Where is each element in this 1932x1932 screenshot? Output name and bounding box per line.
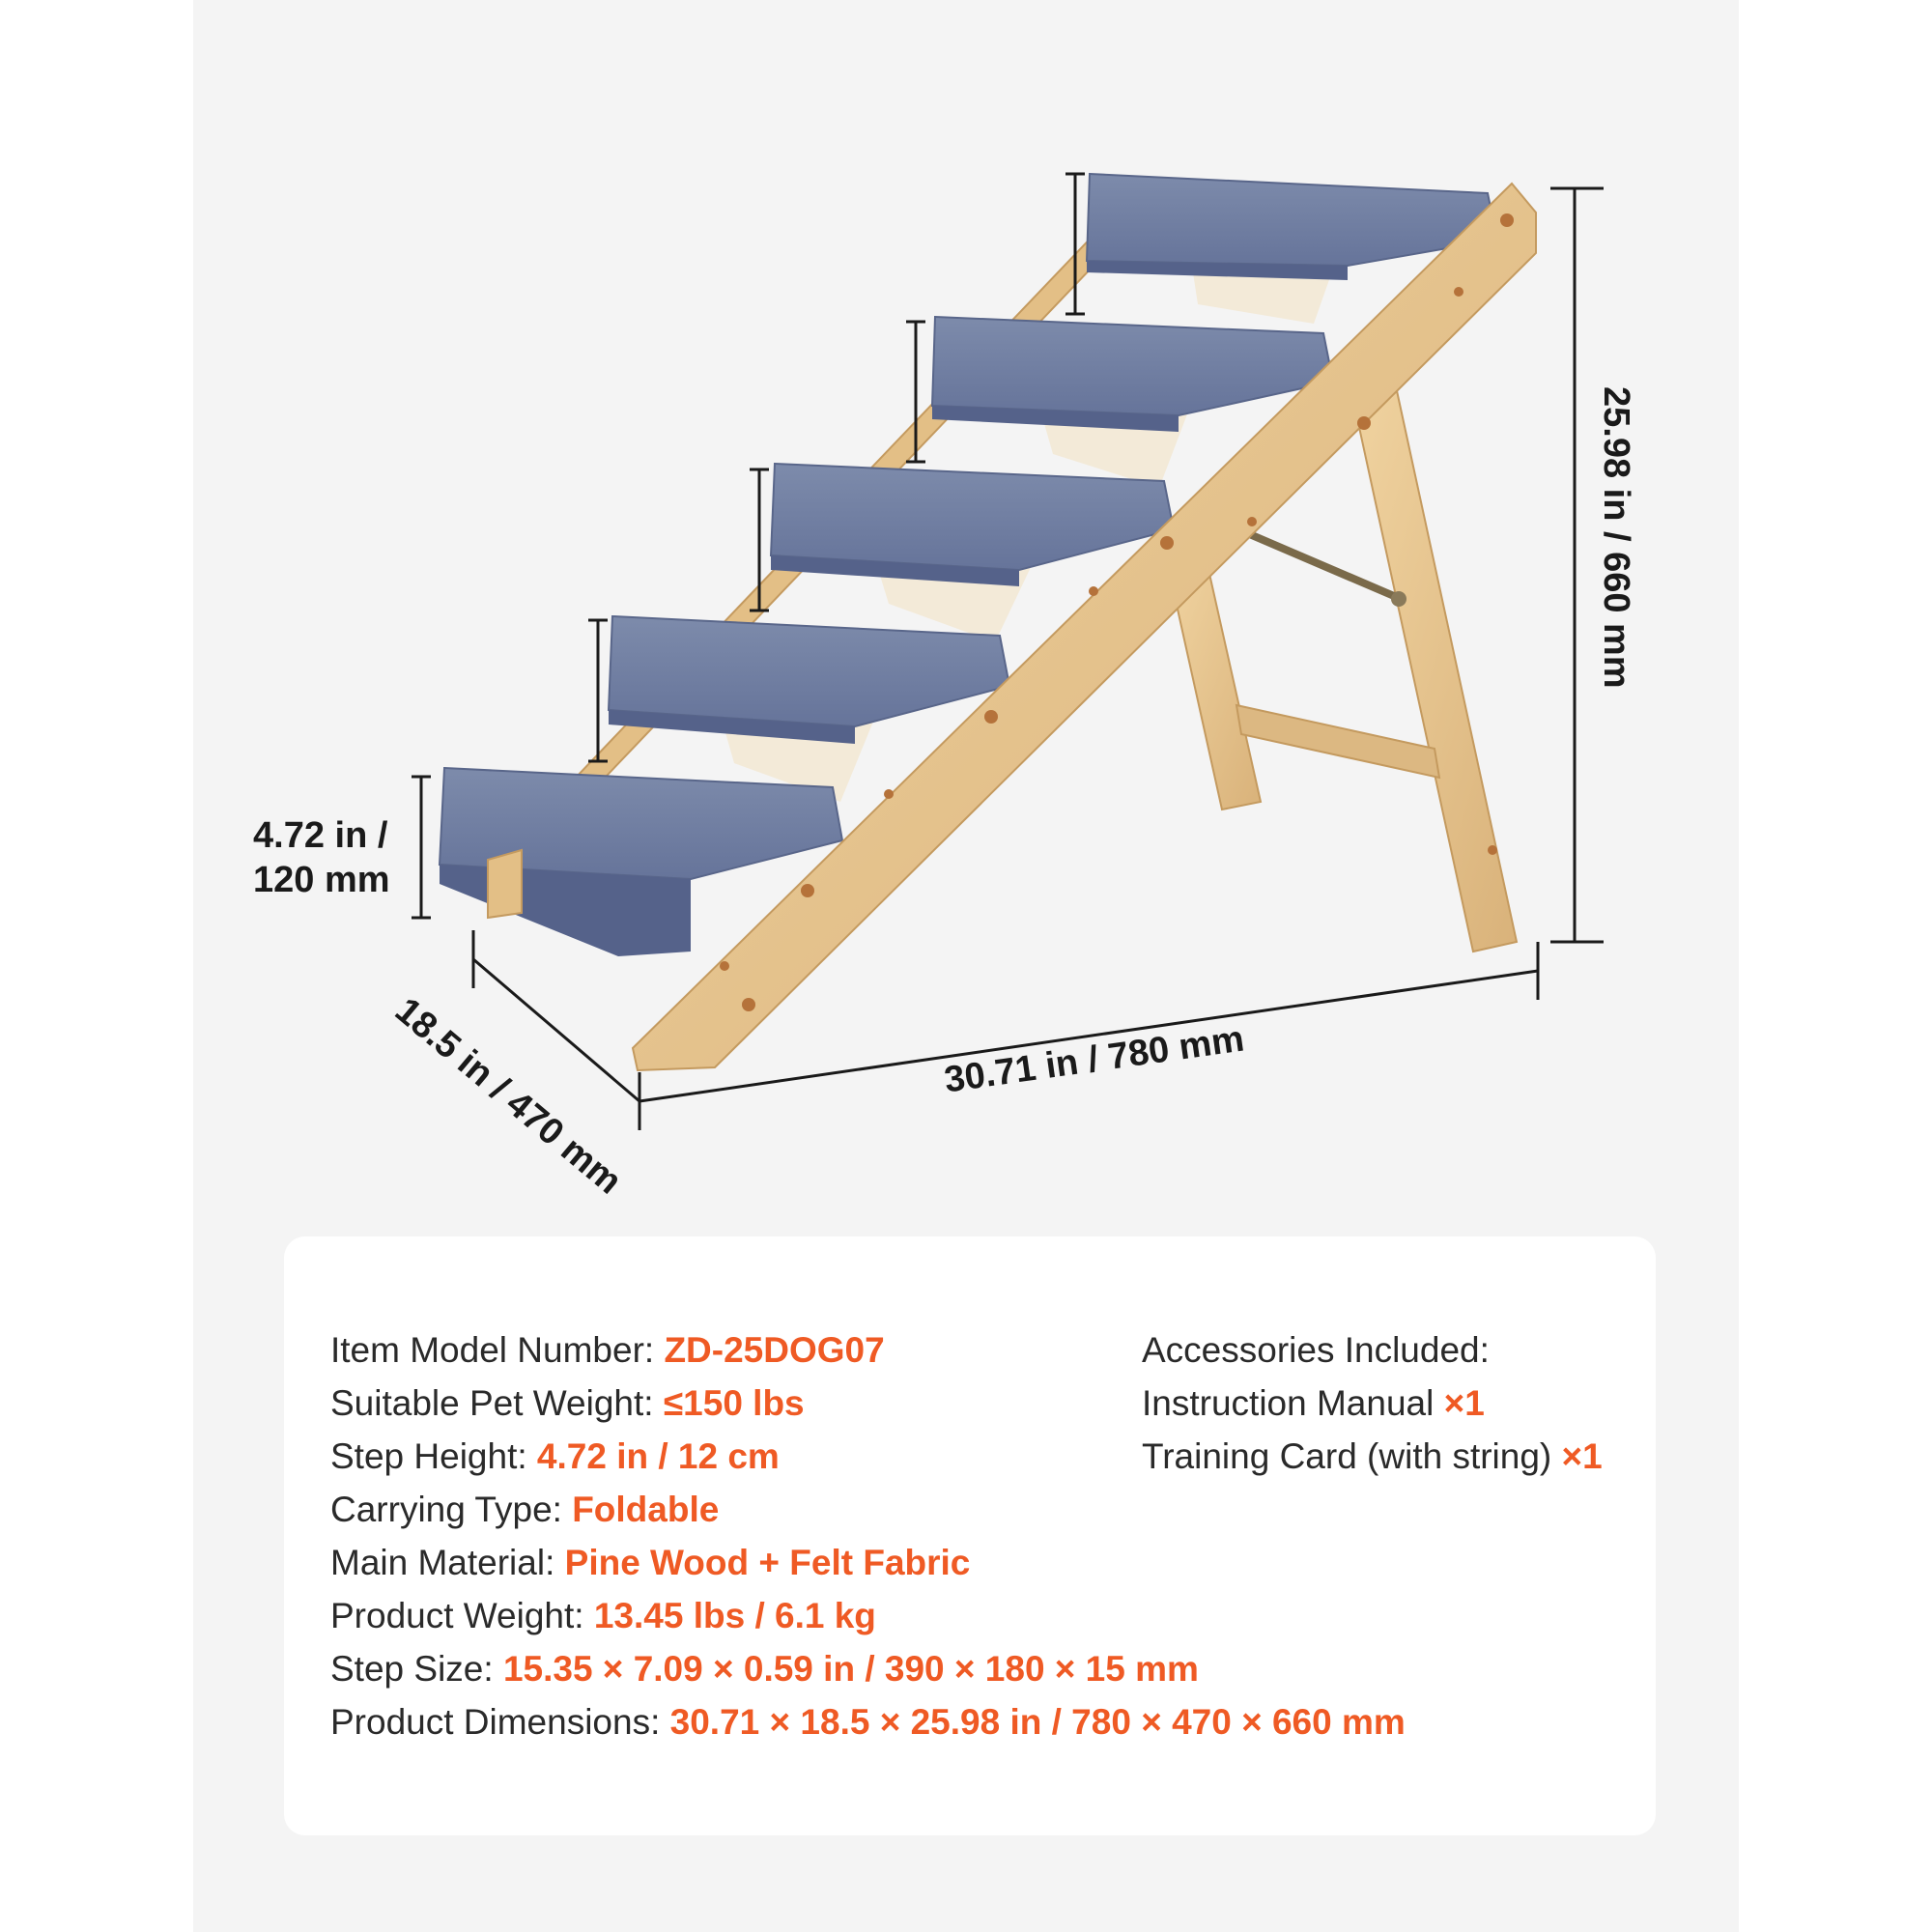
accessory-training-card: Training Card (with string) ×1: [1142, 1436, 1603, 1476]
spec-product-weight: Product Weight: 13.45 lbs / 6.1 kg: [330, 1596, 876, 1635]
accessory-manual: Instruction Manual ×1: [1142, 1383, 1485, 1423]
accessories-heading: Accessories Included:: [1142, 1330, 1490, 1370]
step-height-inches: 4.72 in /: [253, 815, 388, 856]
length-label: 30.71 in / 780 mm: [942, 1018, 1247, 1101]
spec-step-height: Step Height: 4.72 in / 12 cm: [330, 1436, 780, 1476]
spec-dimensions: Product Dimensions: 30.71 × 18.5 × 25.98 in / 780 × 470 × 660 mm: [330, 1702, 1406, 1742]
step-height-mm: 120 mm: [253, 860, 390, 900]
felt-steps: [440, 174, 1497, 956]
accessories-list: [1142, 1323, 1644, 1483]
height-label: 25.98 in / 660 mm: [1596, 386, 1636, 689]
specifications-card: [284, 1236, 1656, 1835]
spec-pet-weight: Suitable Pet Weight: ≤150 lbs: [330, 1383, 805, 1423]
depth-label: 18.5 in / 470 mm: [387, 990, 630, 1203]
spec-model: Item Model Number: ZD-25DOG07: [330, 1330, 885, 1370]
step-height-label: [253, 813, 390, 902]
spec-carrying-type: Carrying Type: Foldable: [330, 1490, 720, 1529]
spec-step-size: Step Size: 15.35 × 7.09 × 0.59 in / 390 × 180 × 15 mm: [330, 1649, 1199, 1689]
spec-material: Main Material: Pine Wood + Felt Fabric: [330, 1543, 971, 1582]
